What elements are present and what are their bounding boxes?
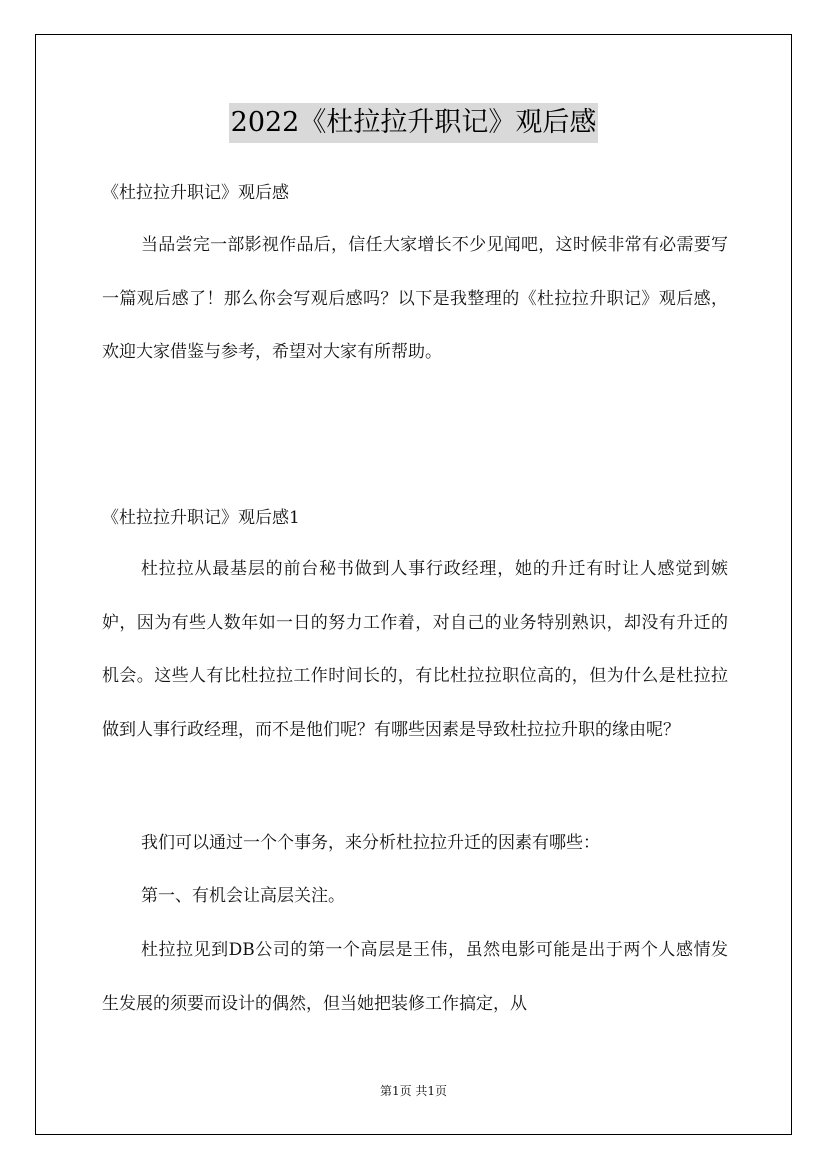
body-paragraph-4: 杜拉拉见到DB公司的第一个高层是王伟，虽然电影可能是出于两个人感情发生发展的须要而设计的偶然，但当她把装修工作搞定，从 <box>102 940 728 1014</box>
document-subtitle: 《杜拉拉升职记》观后感 <box>102 183 289 203</box>
body-paragraph-3: 第一、有机会让高层关注。 <box>141 886 345 906</box>
document-title: 2022《杜拉拉升职记》观后感 <box>229 103 599 143</box>
page-footer: 第1页 共1页 <box>379 1084 448 1098</box>
title-container <box>0 103 827 143</box>
intro-paragraph: 当品尝完一部影视作品后，信任大家增长不少见闻吧，这时候非常有必需要写一篇观后感了！那么你会写观后感吗？以下是我整理的《杜拉拉升职记》观后感，欢迎大家借鉴与参考，希望对大家有所帮助。 <box>102 235 728 362</box>
body-paragraph-2: 我们可以通过一个个事务，来分析杜拉拉升迁的因素有哪些： <box>141 833 600 853</box>
body-paragraph-1: 杜拉拉从最基层的前台秘书做到人事行政经理，她的升迁有时让人感觉到嫉妒，因为有些人数年如一日的努力工作着，对自己的业务特别熟识，却没有升迁的机会。这些人有比杜拉拉工作时间长的，有比杜拉拉职位高的，但为什么是杜拉拉做到人事行政经理，而不是他们呢？有哪些因素是导致杜拉拉升职的缘由呢？ <box>102 559 728 740</box>
section-heading: 《杜拉拉升职记》观后感1 <box>102 508 300 528</box>
